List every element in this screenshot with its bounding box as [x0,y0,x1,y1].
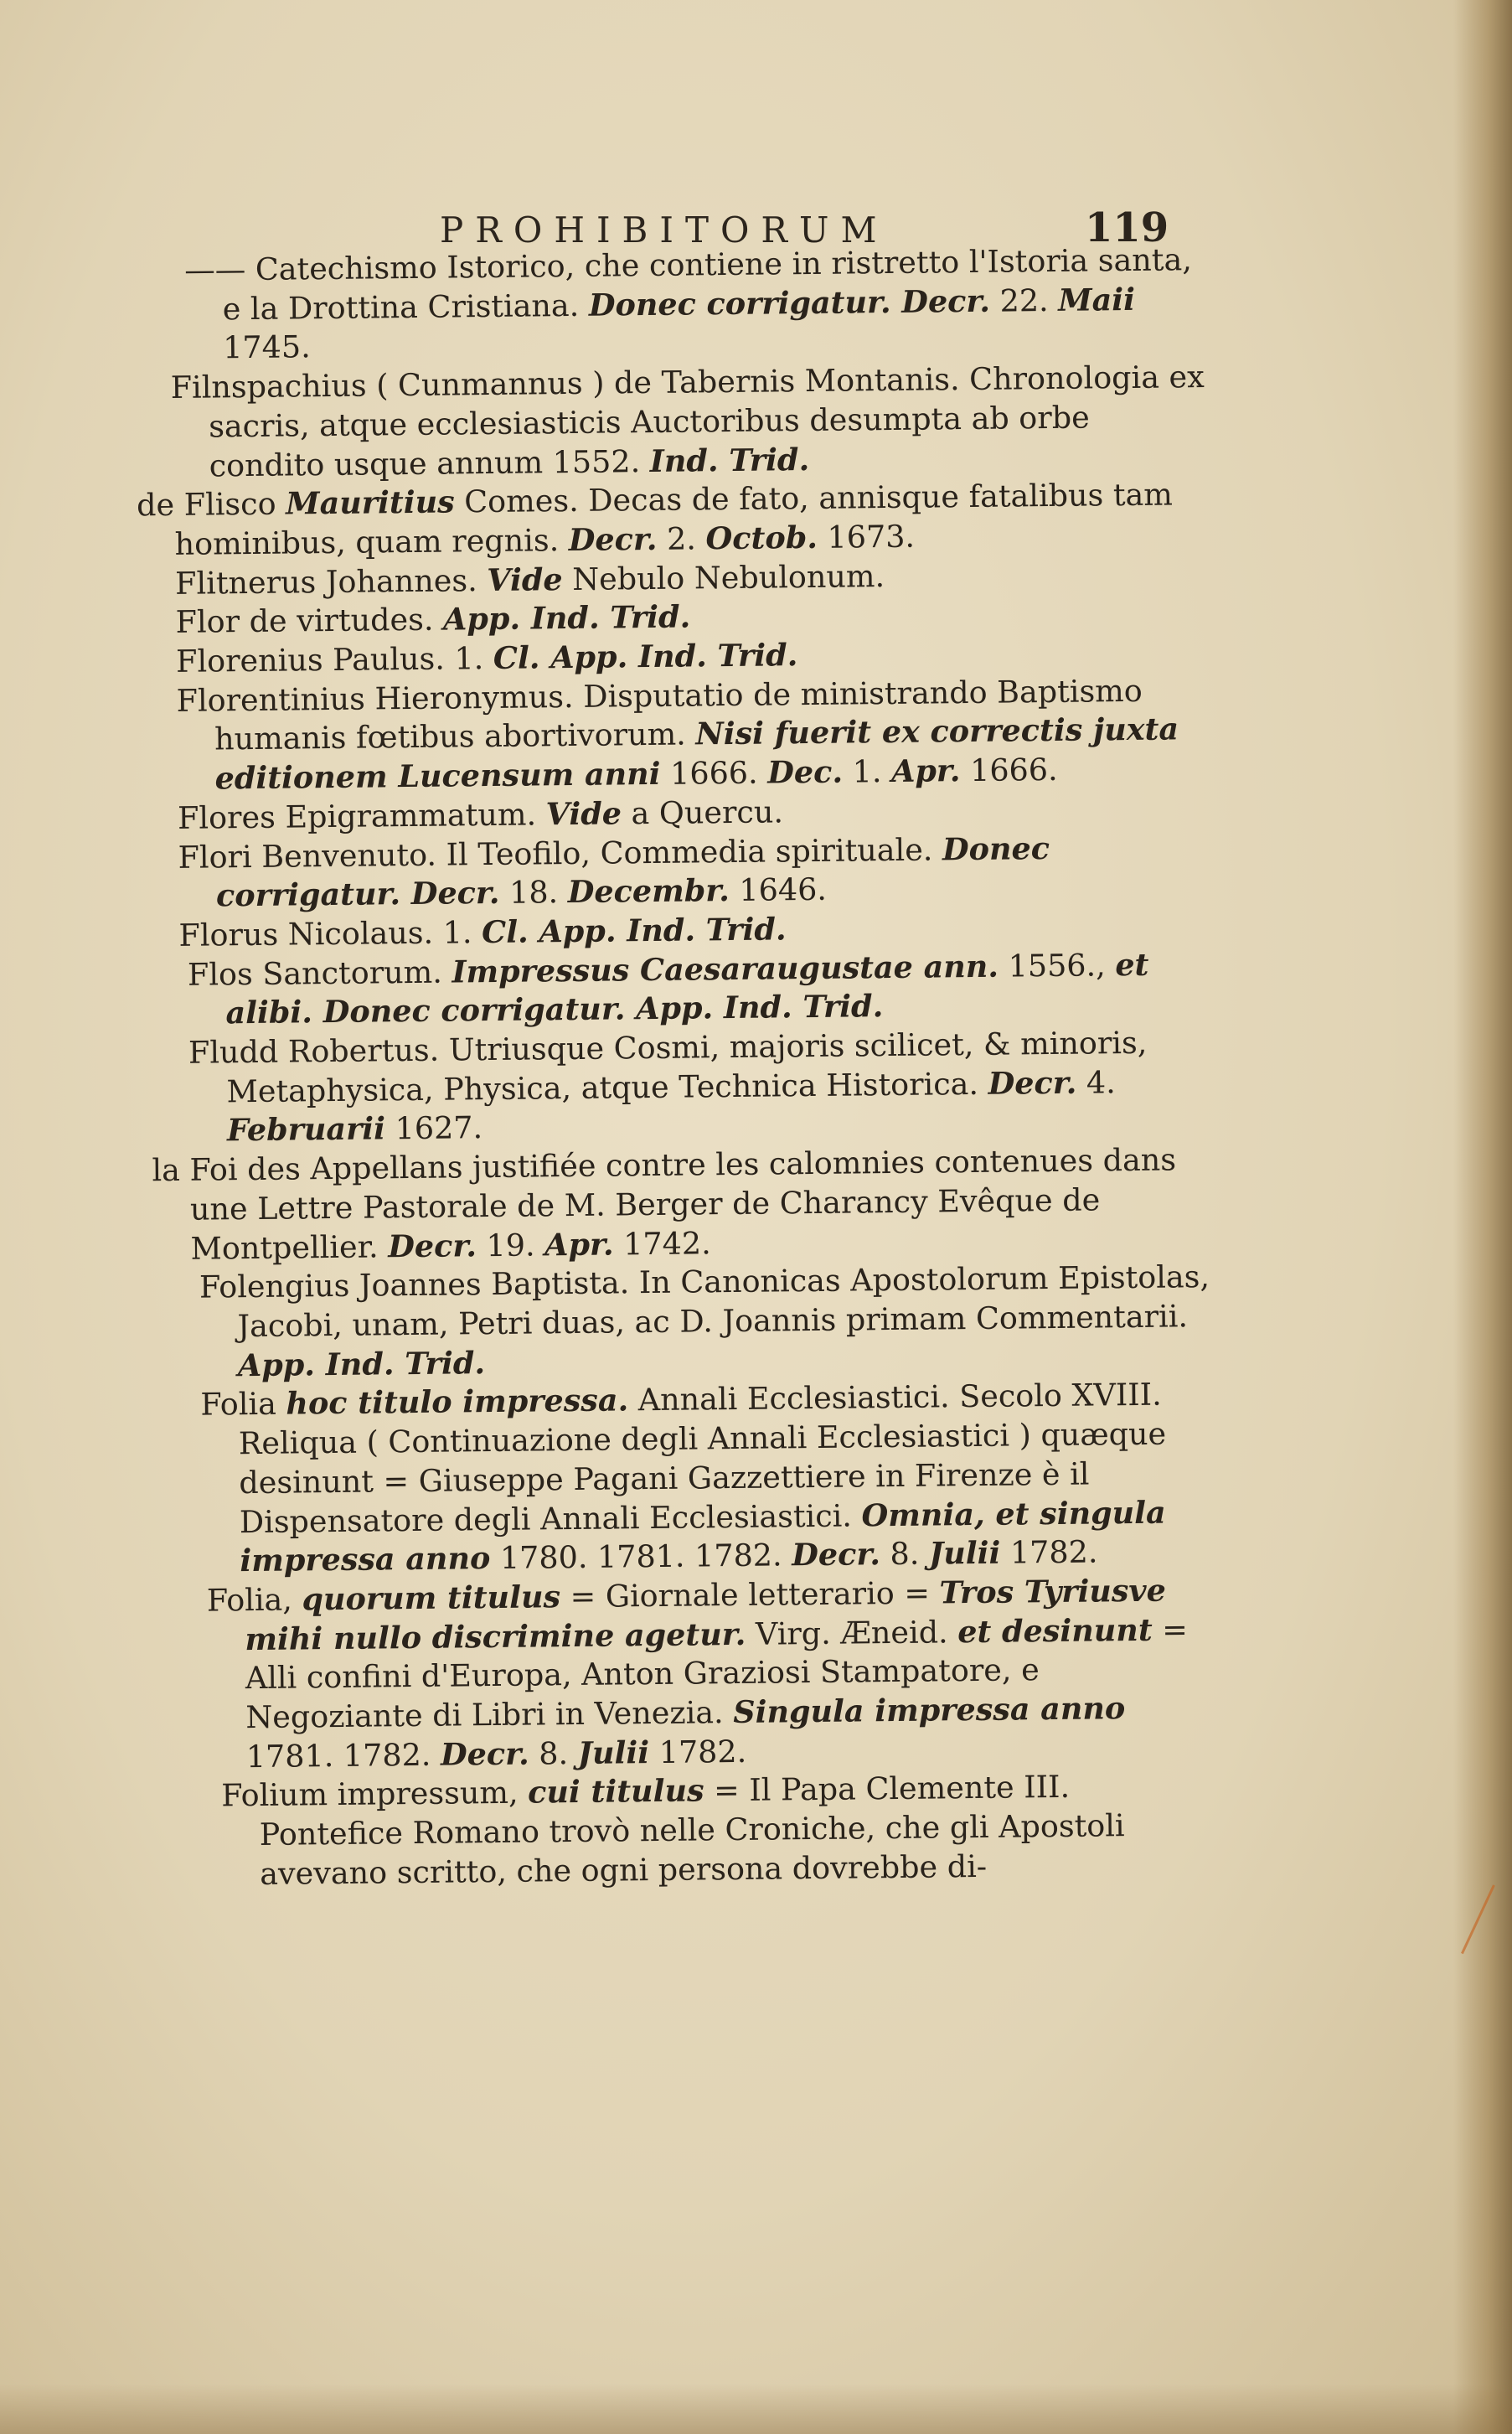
entry-text: cui titulus [527,1772,704,1811]
entry-text: Virg. Æneid. [746,1613,958,1652]
entry-text: 1666. [660,754,768,793]
entry-text: 1666. [960,752,1058,789]
entry-text: —— Catechismo Istorico, che contiene in ristretto l'Istoria santa, e la Drottina Cristiana. [184,241,1193,328]
entry-text: Omnia, et singula impressa anno [240,1494,1166,1579]
entry-folium-impressum [221,1766,1223,1894]
page-number: 119 [1085,204,1169,251]
entry-text: Impressus Caesaraugustae ann. [452,948,999,990]
entry-text: hoc titulo impressa. [286,1382,629,1422]
entry-flos-sanctorum [188,945,1215,1034]
entry-text: App. Ind. Trid. [237,1344,486,1383]
entry-text: 1742. [613,1224,711,1263]
entry-text: Decr. [387,1227,477,1264]
entry-text: Mauritius [285,483,455,522]
entry-folengius [199,1258,1218,1386]
entry-text: Decr. [988,1064,1077,1102]
entry-text: 1673. [817,518,916,556]
entry-text: Filnspachius ( Cunmannus ) de Tabernis Montanis. Chronologia ex sacris, atque ecclesiasticis Auctoribus desumpta ab orbe condito usque annum 1552. [170,359,1205,484]
entry-text: 4. [1076,1063,1116,1101]
entry-text: Vide [487,561,563,598]
entry-text: a Quercu. [621,793,784,832]
entry-text: Florentinius Hieronymus. Disputatio de ministrando Baptismo humanis fœtibus abortivorum. [176,672,1143,757]
entry-text: Apr. [890,752,961,790]
entry-text: Comes. Decas de fato, annisque fatalibus tam hominibus, quam regnis. [174,476,1174,562]
entry-folia-hoc-titulo [200,1375,1220,1581]
entry-text: 8. [880,1535,930,1573]
entry-text: Folia [200,1385,286,1424]
entry-text: App. Ind. Trid. [442,598,691,638]
entry-text: Decr. [792,1536,881,1574]
entry-text: Cl. App. Ind. Trid. [481,911,787,951]
entry-text: = Giornale letterario = [560,1574,940,1615]
entry-flisco [137,475,1210,565]
entry-text: 2. [657,520,706,557]
entry-text: Apr. [544,1226,614,1263]
entry-text: Annali Ecclesiastici. Secolo XVIII. Reliqua ( Continuazione degli Annali Ecclesiastici ) quæque desinunt = Giuseppe Pagani Gazzettiere in Firenze è il Dispensatore degli Annali Ecclesiastici. [238,1377,1167,1540]
entry-text: = Alli confini d'Europa, Anton Graziosi Stampatore, e Negoziante di Libri in Venezia. [245,1610,1189,1736]
entry-text: Decr. [440,1735,529,1773]
entry-text: Singula impressa anno [733,1690,1126,1731]
entry-text: Nisi fuerit ex correctis juxta editionem Lucensum anni [214,711,1179,797]
entry-folia-quorum-titulus [207,1571,1222,1777]
entry-text: la Foi des Appellans justifiée contre les calomnies contenues dans une Lettre Pastorale de M. Berger de Charancy Evêque de Montpellier. [152,1141,1177,1267]
entry-text: Tros Tyriusve mihi nullo discrimine agetur. [245,1572,1167,1657]
page-edge-shadow [1453,0,1512,2434]
entry-text: Flos Sanctorum. [187,953,452,993]
entry-text: 1646. [729,871,828,909]
entry-text: Folium impressum, [221,1775,529,1814]
entry-catechismo [184,240,1207,369]
entry-text: Februarii [226,1110,386,1149]
entry-text: Julii [928,1534,1001,1572]
entry-text: Donec corrigatur. Decr. [588,282,991,323]
entry-text: Folia, [206,1581,302,1619]
entry-flori-benvenuto [178,828,1213,917]
entry-text: 1780. 1781. 1782. [490,1537,792,1577]
entry-fludd [188,1023,1215,1151]
entry-text: 1. [842,753,892,790]
entry-text: Fludd Robertus. Utriusque Cosmi, majoris scilicet, & minoris, Metaphysica, Physica, atque Technica Historica. [188,1024,1148,1110]
entry-text: 1745. [222,328,311,366]
entry-text: quorum titulus [302,1579,561,1618]
entry-text: 1781. 1782. [245,1736,441,1775]
entry-text: Ind. Trid. [649,441,810,479]
entry-text: Julii [577,1734,650,1771]
entry-text: Maii [1058,281,1136,318]
entry-text: 1627. [384,1109,483,1147]
entry-text: et alibi. Donec corrigatur. App. Ind. Trid. [225,946,1149,1031]
entry-text: et desinunt [957,1611,1153,1650]
index-entries [136,240,1223,1894]
entry-text: Cl. App. Ind. Trid. [493,637,798,676]
entry-text: Nebulo Nebulonum. [562,557,885,597]
entry-text: Decembr. [567,872,730,911]
entry-text: 8. [529,1734,578,1772]
entry-text: Flitnerus Johannes. [174,561,488,602]
entry-text: 19. [476,1226,545,1264]
entry-text: = Il Papa Clemente III. Pontefice Romano trovò nelle Croniche, che gli Apostoli avevano scritto, che ogni persona dovrebbe di- [259,1769,1125,1892]
entry-text: de Flisco [136,485,286,524]
entry-text: Dec. [767,753,844,791]
entry-text: Flor de virtudes. [175,601,444,641]
running-title: PROHIBITORUM [440,209,889,251]
entry-text: Florus Nicolaus. 1. [178,914,482,953]
entry-florentinius [176,671,1211,799]
page-bottom-shadow [0,2384,1512,2434]
entry-text: 1782. [1000,1533,1098,1571]
entry-text: 1556., [998,946,1116,984]
entry-text: Donec corrigatur. Decr. [215,829,1050,914]
entry-text: Folengius Joannes Baptista. In Canonicas Apostolorum Epistolas, Jacobi, unam, Petri duas, ac D. Joannis primam Commentarii. [199,1258,1210,1345]
entry-text: Vide [545,795,622,833]
entry-la-foi [152,1140,1216,1269]
entry-text: Florenius Paulus. 1. [175,639,494,680]
entry-text: 18. [499,874,568,912]
entry-text: 1782. [648,1733,747,1770]
entry-text: Flori Benvenuto. Il Teofilo, Commedia spirituale. [178,830,943,876]
entry-text: Flores Epigrammatum. [177,796,546,836]
entry-text: 22. [989,282,1059,319]
entry-text: Decr. [568,520,658,558]
entry-text: Octob. [705,519,818,557]
entry-filnspachius [170,358,1208,486]
